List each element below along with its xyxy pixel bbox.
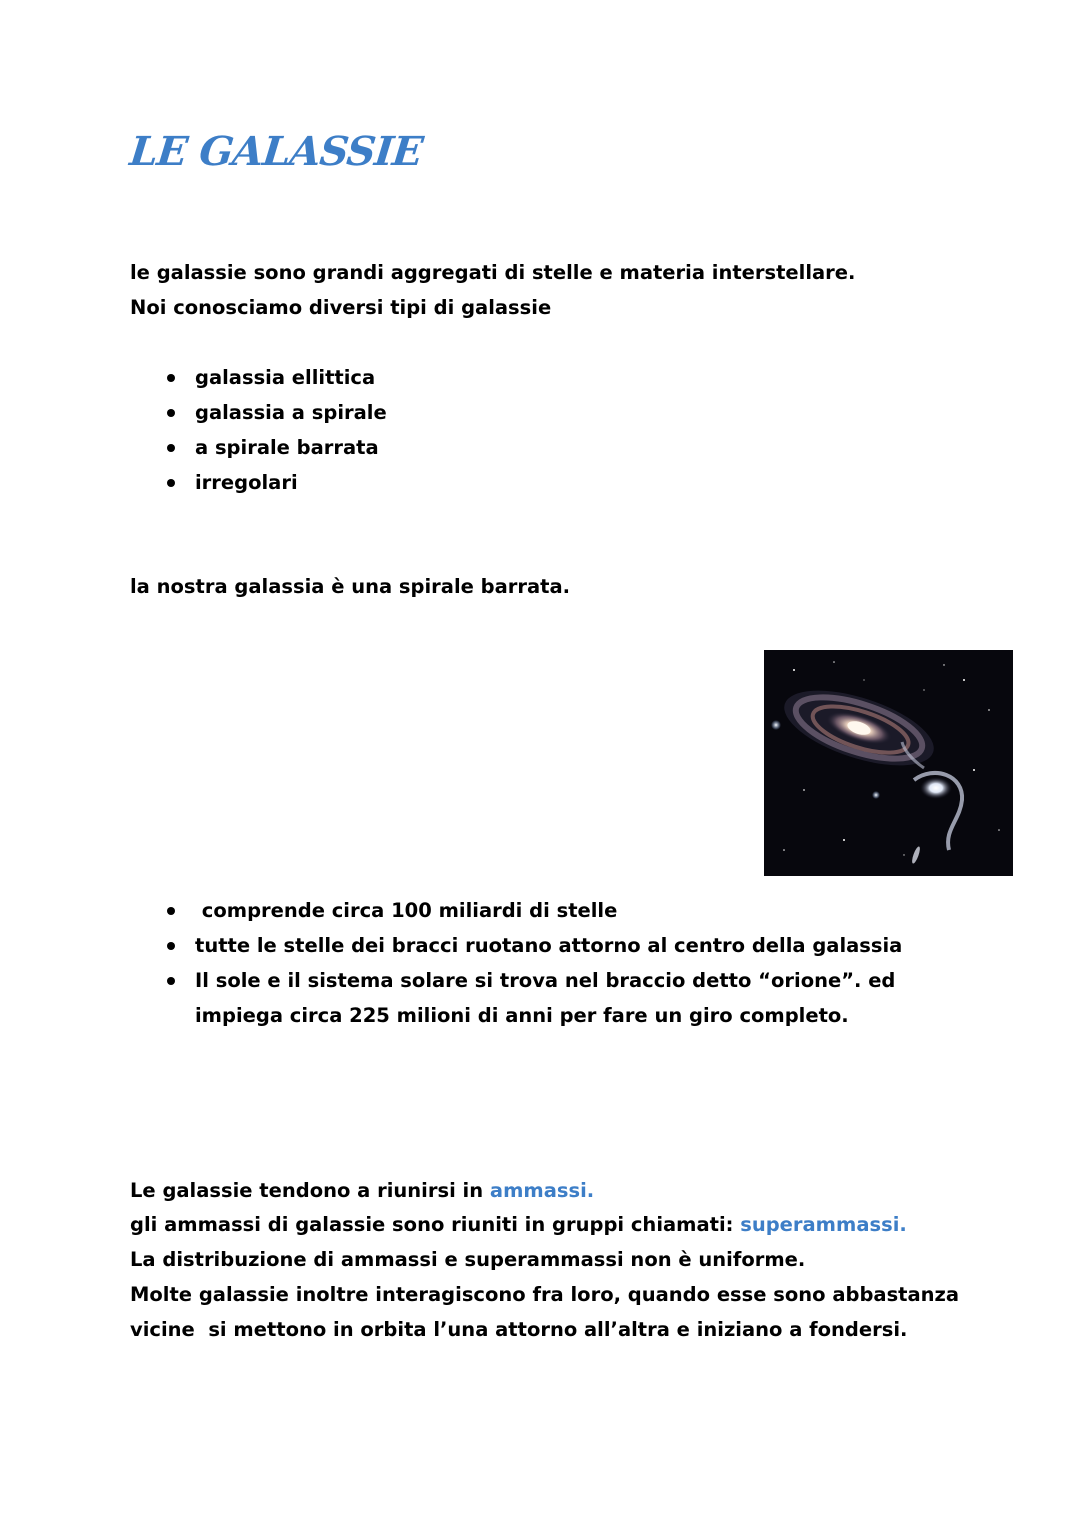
bullet-icon bbox=[167, 479, 175, 487]
list-item-label-continued: impiega circa 225 milioni di anni per fare un giro completo. bbox=[195, 1004, 849, 1027]
term-ammassi: ammassi. bbox=[489, 1179, 595, 1202]
list-item-label: galassia a spirale bbox=[195, 401, 387, 424]
bullet-icon bbox=[167, 977, 175, 985]
bullet-icon bbox=[167, 942, 175, 950]
clusters-line-1 bbox=[130, 1173, 594, 1208]
list-item bbox=[130, 430, 387, 465]
list-item bbox=[130, 963, 902, 1033]
list-item bbox=[130, 928, 902, 963]
list-item-label: comprende circa 100 miliardi di stelle bbox=[195, 899, 618, 922]
clusters-line-3: La distribuzione di ammassi e superammassi non è uniforme. bbox=[130, 1248, 806, 1271]
list-item-label: a spirale barrata bbox=[195, 436, 379, 459]
list-item bbox=[130, 893, 902, 928]
clusters-line-5: vicine si mettono in orbita l’una attorno all’altra e iniziano a fondersi. bbox=[130, 1318, 908, 1341]
galaxy-types-list bbox=[130, 360, 387, 500]
list-item bbox=[130, 360, 387, 395]
page-title: LE GALASSIE bbox=[127, 128, 425, 175]
our-galaxy-text: la nostra galassia è una spirale barrata. bbox=[130, 575, 571, 598]
list-item bbox=[130, 465, 387, 500]
intro-line-1: le galassie sono grandi aggregati di stelle e materia interstellare. bbox=[130, 261, 856, 284]
list-item-label: tutte le stelle dei bracci ruotano attorno al centro della galassia bbox=[195, 934, 903, 957]
list-item-label: Il sole e il sistema solare si trova nel braccio detto “orione”. ed bbox=[195, 969, 896, 992]
clusters-line-2 bbox=[130, 1207, 907, 1242]
clusters-line-1-text: Le galassie tendono a riunirsi in bbox=[130, 1179, 490, 1202]
spiral-galaxy-photo bbox=[764, 650, 1013, 876]
bullet-icon bbox=[167, 409, 175, 417]
clusters-line-4: Molte galassie inoltre interagiscono fra loro, quando esse sono abbastanza bbox=[130, 1283, 960, 1306]
milky-way-facts-list bbox=[130, 893, 902, 1033]
list-item-label: irregolari bbox=[195, 471, 298, 494]
bullet-icon bbox=[167, 907, 175, 915]
bullet-icon bbox=[167, 444, 175, 452]
bullet-icon bbox=[167, 374, 175, 382]
intro-line-2: Noi conosciamo diversi tipi di galassie bbox=[130, 296, 552, 319]
list-item bbox=[130, 395, 387, 430]
clusters-line-2-text: gli ammassi di galassie sono riuniti in gruppi chiamati: bbox=[130, 1213, 741, 1236]
term-superammassi: superammassi. bbox=[740, 1213, 907, 1236]
list-item-label: galassia ellittica bbox=[195, 366, 376, 389]
